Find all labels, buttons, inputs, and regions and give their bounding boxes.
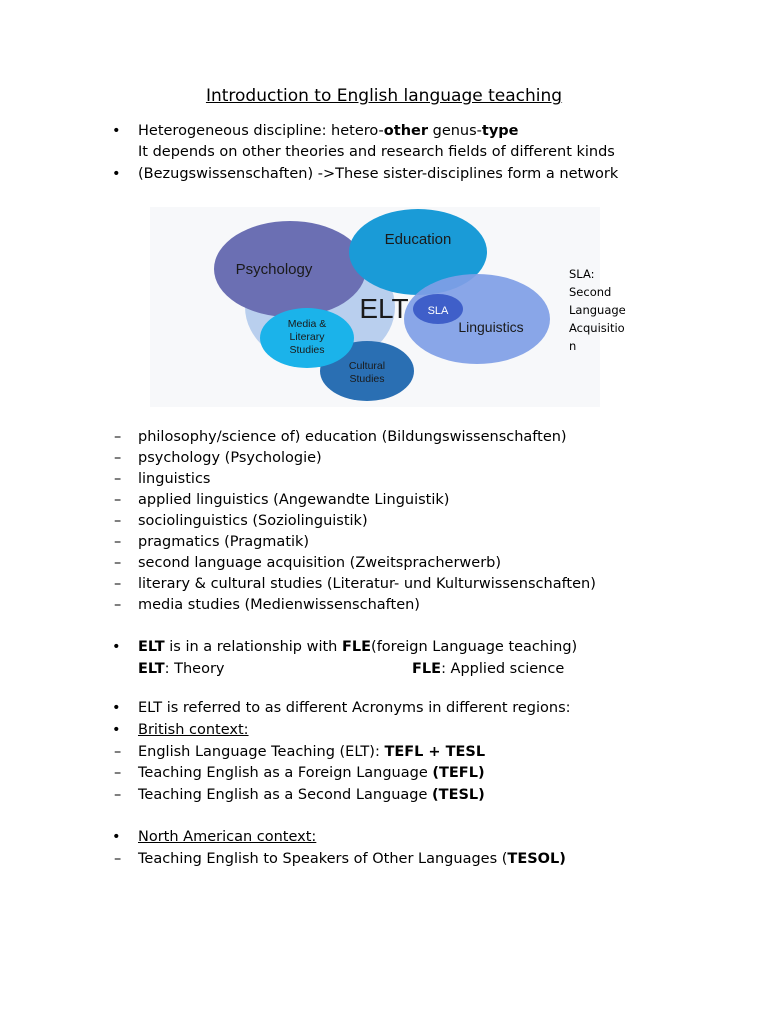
elt-label: ELT bbox=[359, 293, 409, 324]
text-run: Heterogeneous discipline: hetero- bbox=[138, 123, 384, 139]
media-label-line1: Media & bbox=[287, 318, 327, 330]
side-note-line: Acquisitio bbox=[569, 321, 625, 335]
text-run: : Applied science bbox=[441, 661, 565, 677]
bold-text-run: FLE bbox=[412, 661, 442, 677]
sla-side-note bbox=[569, 265, 633, 355]
british-heading-row bbox=[138, 720, 249, 741]
bold-text-run: ELT bbox=[138, 639, 165, 655]
na-heading-row bbox=[138, 827, 316, 848]
bold-text-run: other bbox=[383, 123, 428, 139]
bullet-marker: • bbox=[112, 700, 121, 716]
side-note-line: SLA: bbox=[569, 267, 595, 281]
north-american-context-heading: North American context: bbox=[138, 829, 317, 845]
discipline-item: philosophy/science of) education (Bildungswissenschaften) bbox=[138, 429, 567, 445]
cultural-label-line1: Cultural bbox=[348, 360, 386, 372]
intro-line bbox=[138, 121, 519, 142]
bullet-marker: • bbox=[112, 829, 121, 845]
intro-line bbox=[138, 142, 615, 163]
british-acronym-item bbox=[138, 742, 485, 763]
bold-text-run: type bbox=[481, 123, 519, 139]
text-run: Teaching English to Speakers of Other Languages ( bbox=[138, 851, 508, 867]
page-title: Introduction to English language teaching bbox=[205, 86, 563, 106]
bold-text-run: (TESL) bbox=[432, 787, 485, 803]
text-run: (Bezugswissenschaften) ->These sister-disciplines form a network bbox=[138, 166, 619, 182]
bold-text-run: FLE bbox=[341, 639, 372, 655]
discipline-item: literary & cultural studies (Literatur- und Kulturwissenschaften) bbox=[138, 576, 596, 592]
dash-marker: – bbox=[114, 471, 122, 487]
dash-marker: – bbox=[114, 555, 122, 571]
dash-marker: – bbox=[114, 787, 122, 803]
dash-marker: – bbox=[114, 429, 122, 445]
media-label-line2: Literary bbox=[289, 331, 325, 343]
discipline-item: psychology (Psychologie) bbox=[138, 450, 322, 466]
text-run: : Theory bbox=[164, 661, 225, 677]
side-note-line: Language bbox=[569, 303, 626, 317]
fle-applied-line bbox=[412, 659, 564, 680]
dash-marker: – bbox=[114, 492, 122, 508]
linguistics-label: Linguistics bbox=[458, 319, 524, 335]
acronyms-intro: ELT is referred to as different Acronyms in different regions: bbox=[138, 700, 571, 716]
dash-marker: – bbox=[114, 744, 122, 760]
fle-relationship-line bbox=[138, 637, 577, 658]
bullet-marker: • bbox=[112, 639, 121, 655]
network-svg bbox=[150, 207, 600, 407]
bold-text-run: TESOL) bbox=[507, 851, 566, 867]
discipline-item: second language acquisition (Zweitspracherwerb) bbox=[138, 555, 502, 571]
british-acronym-item bbox=[138, 785, 485, 806]
dash-marker: – bbox=[114, 576, 122, 592]
text-run: English Language Teaching (ELT): bbox=[138, 744, 385, 760]
sla-label: SLA bbox=[427, 305, 449, 317]
discipline-item: pragmatics (Pragmatik) bbox=[138, 534, 310, 550]
text-run: (foreign Language teaching) bbox=[371, 639, 578, 655]
discipline-network-diagram bbox=[150, 207, 600, 407]
education-label: Education bbox=[384, 231, 452, 248]
discipline-item: applied linguistics (Angewandte Linguistik) bbox=[138, 492, 450, 508]
side-note-line: Second bbox=[569, 285, 612, 299]
discipline-item: media studies (Medienwissenschaften) bbox=[138, 597, 420, 613]
intro-line bbox=[138, 164, 618, 185]
dash-marker: – bbox=[114, 513, 122, 529]
text-run: It depends on other theories and research fields of different kinds bbox=[138, 144, 615, 160]
discipline-item: sociolinguistics (Soziolinguistik) bbox=[138, 513, 368, 529]
text-run: Teaching English as a Second Language bbox=[138, 787, 433, 803]
dash-marker: – bbox=[114, 450, 122, 466]
cultural-label-line2: Studies bbox=[349, 373, 385, 385]
media-label-line3: Studies bbox=[289, 344, 325, 356]
na-acronym-item bbox=[138, 849, 566, 870]
text-run: genus- bbox=[428, 123, 482, 139]
discipline-item: linguistics bbox=[138, 471, 211, 487]
bold-text-run: TEFL + TESL bbox=[384, 744, 486, 760]
bullet-marker: • bbox=[112, 166, 121, 182]
bullet-marker: • bbox=[112, 722, 121, 738]
bold-text-run: ELT bbox=[138, 661, 165, 677]
psychology-label: Psychology bbox=[235, 261, 313, 278]
elt-theory-line bbox=[138, 659, 225, 680]
british-acronym-item bbox=[138, 763, 485, 784]
dash-marker: – bbox=[114, 765, 122, 781]
british-context-heading: British context: bbox=[138, 722, 249, 738]
text-run: is in a relationship with bbox=[164, 639, 342, 655]
text-run: Teaching English as a Foreign Language bbox=[138, 765, 433, 781]
bold-text-run: (TEFL) bbox=[432, 765, 485, 781]
bullet-marker: • bbox=[112, 123, 121, 139]
side-note-line: n bbox=[569, 339, 577, 353]
dash-marker: – bbox=[114, 597, 122, 613]
dash-marker: – bbox=[114, 851, 122, 867]
dash-marker: – bbox=[114, 534, 122, 550]
